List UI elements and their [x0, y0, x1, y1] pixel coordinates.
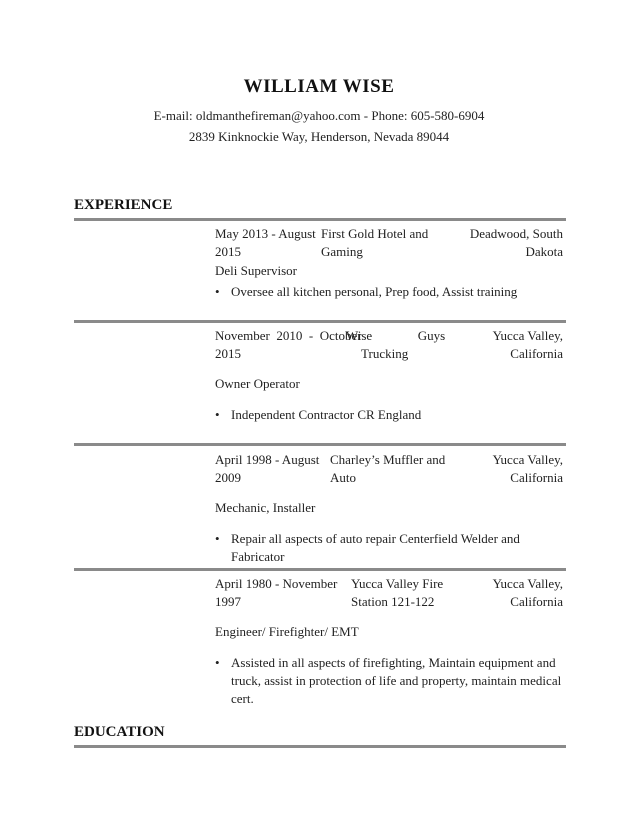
- job-bullet: • Oversee all kitchen personal, Prep food, Assist training: [215, 283, 563, 301]
- job-title: Deli Supervisor: [215, 263, 297, 278]
- job-company: First Gold Hotel and Gaming: [321, 226, 429, 259]
- education-heading: EDUCATION: [74, 724, 165, 740]
- job-bullet: • Independent Contractor CR England: [215, 406, 563, 424]
- address-line: 2839 Kinknockie Way, Henderson, Nevada 89044: [188, 129, 450, 144]
- job-company: Charley’s Muffler and Auto: [330, 452, 446, 485]
- job-divider-1: [74, 320, 566, 323]
- job-title: Owner Operator: [215, 376, 300, 391]
- job-company: Yucca Valley Fire Station 121-122: [351, 576, 444, 609]
- job-dates: April 1998 - August 2009: [215, 452, 320, 485]
- job-dates: April 1980 - November 1997: [215, 576, 338, 609]
- job-location: Yucca Valley, California: [492, 576, 563, 609]
- education-divider: [74, 745, 566, 748]
- resume-name: WILLIAM WISE: [243, 76, 395, 97]
- job-divider-3: [74, 568, 566, 571]
- job-location: Yucca Valley, California: [492, 328, 563, 361]
- job-location: Deadwood, South Dakota: [469, 226, 563, 259]
- job-dates: November 2010 - October 2015: [215, 328, 362, 361]
- contact-line: E-mail: oldmanthefireman@yahoo.com - Phone: 605-580-6904: [153, 108, 485, 123]
- job-divider-2: [74, 443, 566, 446]
- experience-divider: [74, 218, 566, 221]
- experience-heading: EXPERIENCE: [74, 197, 173, 213]
- job-title: Mechanic, Installer: [215, 500, 316, 515]
- job-dates: May 2013 - August 2015: [215, 226, 316, 259]
- job-location: Yucca Valley, California: [492, 452, 563, 485]
- job-title: Engineer/ Firefighter/ EMT: [215, 624, 359, 639]
- job-bullet: • Assisted in all aspects of firefighting, Maintain equipment and truck, assist in protection of life and property, maintain medical cert.: [215, 654, 563, 708]
- job-bullet: • Repair all aspects of auto repair Centerfield Welder and Fabricator: [215, 530, 563, 566]
- job-company: Wise Guys Trucking: [346, 328, 446, 361]
